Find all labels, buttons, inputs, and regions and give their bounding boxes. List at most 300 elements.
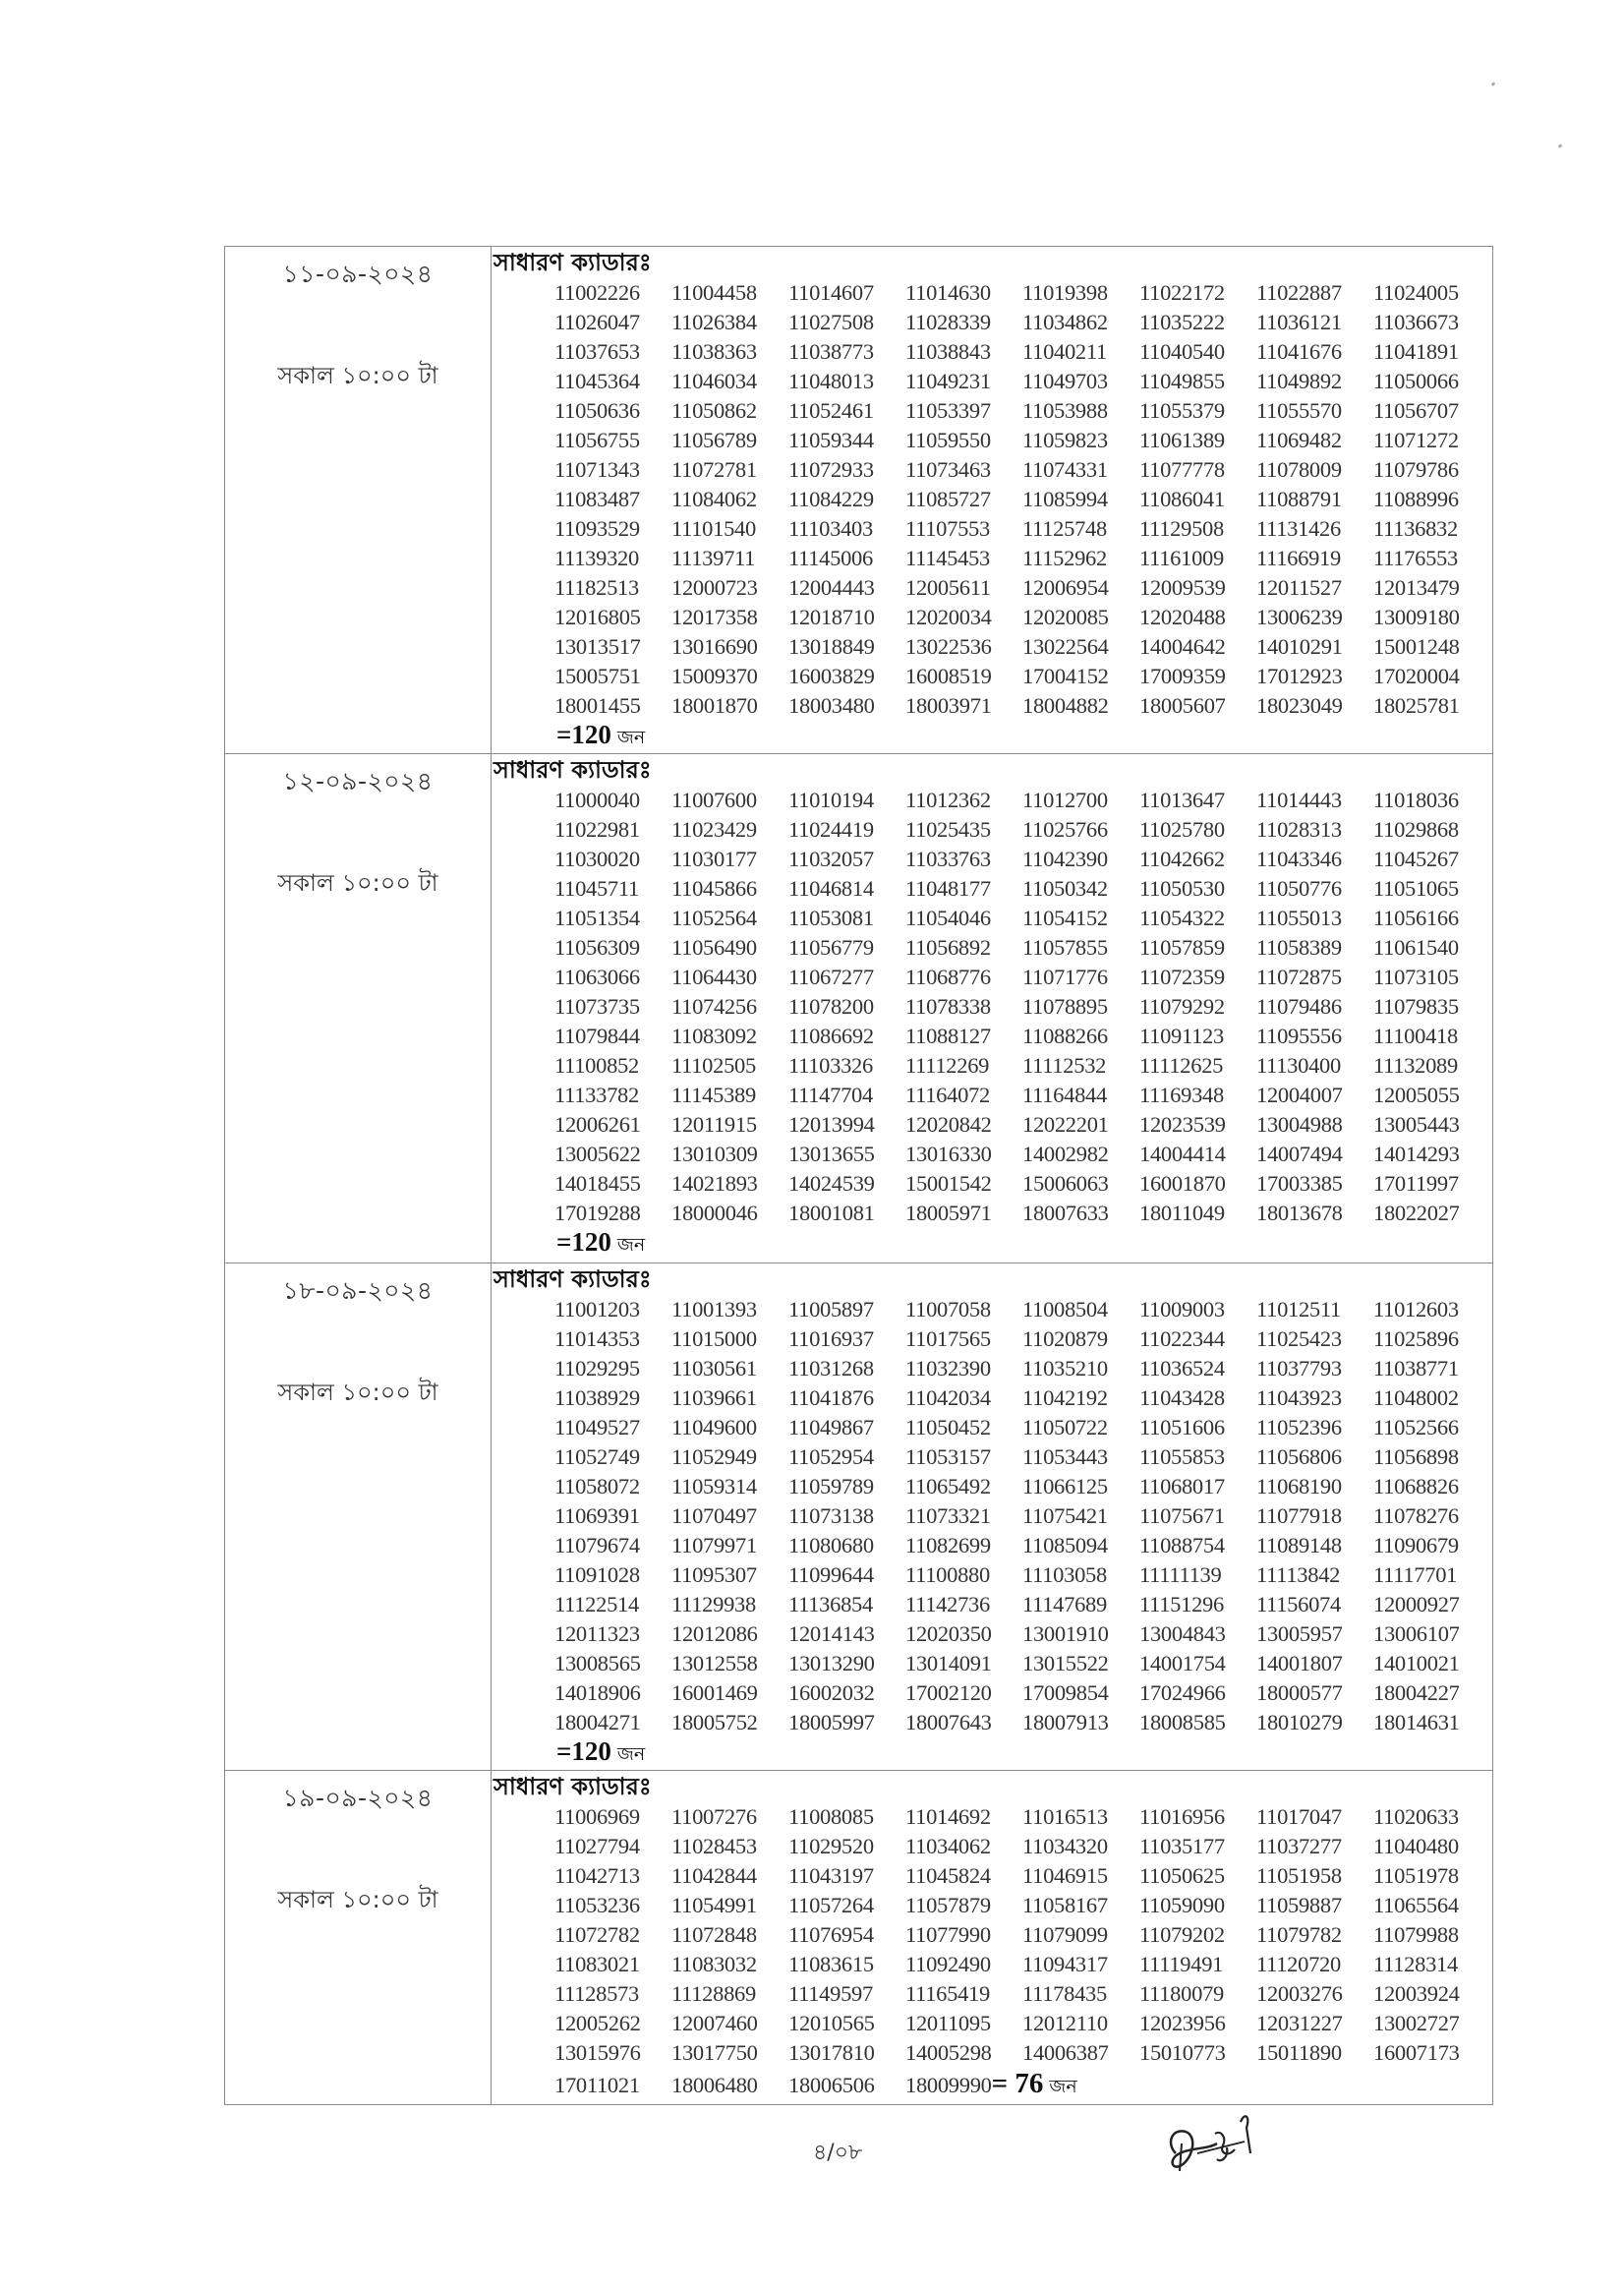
schedule-row [225, 1263, 1493, 1771]
roll-number: 11072782 [554, 1922, 640, 1947]
roll-number: 11027794 [554, 1834, 640, 1858]
roll-number: 11095556 [1256, 1024, 1342, 1048]
roll-number: 11050776 [1256, 876, 1342, 901]
cadre-heading: সাধারণ ক্যাডারঃ [493, 249, 652, 276]
roll-number: 11028339 [905, 310, 991, 334]
roll-number: 12004007 [1256, 1083, 1343, 1107]
roll-number: 11028313 [1256, 817, 1342, 842]
roll-number: 11059823 [1022, 428, 1108, 452]
roll-number: 14018906 [554, 1680, 641, 1705]
roll-number: 12020842 [905, 1112, 992, 1137]
roll-number: 12005611 [905, 575, 991, 600]
roll-number: 18007633 [1022, 1201, 1109, 1225]
roll-number: 15009370 [671, 664, 758, 688]
roll-number: 18006506 [788, 2073, 875, 2097]
total-unit: জন [1049, 2076, 1077, 2097]
roll-number: 11053081 [788, 906, 874, 930]
total-unit: জন [616, 1234, 646, 1256]
roll-number: 11164072 [905, 1083, 990, 1107]
roll-number: 11100418 [1373, 1024, 1458, 1048]
roll-number: 11136854 [788, 1592, 873, 1616]
roll-number: 17009854 [1022, 1680, 1109, 1705]
roll-number: 18007643 [905, 1710, 992, 1734]
roll-number: 11125748 [1022, 516, 1107, 541]
roll-number: 14010021 [1373, 1651, 1460, 1675]
roll-number: 17011997 [1373, 1171, 1459, 1196]
roll-number: 11056892 [905, 935, 991, 960]
roll-number: 11078009 [1256, 457, 1342, 482]
roll-number: 11025766 [1022, 817, 1108, 842]
roll-number: 13001910 [1022, 1621, 1109, 1646]
roll-number: 11028453 [671, 1834, 757, 1858]
roll-number: 11022344 [1139, 1326, 1225, 1351]
roll-number: 11049867 [788, 1415, 874, 1439]
roll-number: 11149597 [788, 1981, 873, 2006]
roll-number: 11010194 [788, 788, 874, 812]
roll-number: 11030020 [554, 847, 640, 871]
roll-number: 11005897 [788, 1297, 874, 1322]
roll-number: 11071272 [1373, 428, 1459, 452]
roll-number: 11027508 [788, 310, 874, 334]
roll-number: 11032057 [788, 847, 874, 871]
roll-number: 11079844 [554, 1024, 640, 1048]
roll-number: 11045267 [1373, 847, 1459, 871]
roll-number: 11079486 [1256, 994, 1342, 1019]
roll-number: 11050066 [1373, 369, 1459, 393]
roll-number: 11040211 [1022, 339, 1107, 364]
roll-number: 11054046 [905, 906, 991, 930]
roll-number: 11083092 [671, 1024, 757, 1048]
roll-number: 12012110 [1022, 2011, 1108, 2035]
roll-number: 11042390 [1022, 847, 1108, 871]
roll-number: 12016805 [554, 605, 641, 629]
roll-number: 11030177 [671, 847, 757, 871]
roll-number: 11040480 [1373, 1834, 1459, 1858]
roll-number: 11078276 [1373, 1503, 1459, 1528]
roll-number: 11145006 [788, 546, 873, 570]
roll-number: 11020633 [1373, 1804, 1459, 1829]
roll-number: 12017358 [671, 605, 758, 629]
roll-number: 11017047 [1256, 1804, 1342, 1829]
roll-number: 15001248 [1373, 634, 1460, 659]
roll-number: 12018710 [788, 605, 875, 629]
roll-number: 11037277 [1256, 1834, 1342, 1858]
roll-number: 11050862 [671, 398, 757, 423]
roll-number: 11049600 [671, 1415, 757, 1439]
roll-number: 11022172 [1139, 280, 1225, 305]
roll-number: 11031268 [788, 1356, 874, 1380]
roll-number: 11054322 [1139, 906, 1225, 930]
roll-number: 11069391 [554, 1503, 640, 1528]
roll-number: 11085994 [1022, 487, 1108, 511]
roll-number: 18023049 [1256, 693, 1343, 718]
roll-number: 11029295 [554, 1356, 640, 1380]
roll-number: 12000723 [671, 575, 758, 600]
roll-number: 11142736 [905, 1592, 990, 1616]
roll-number: 11083032 [671, 1952, 757, 1976]
section-total [492, 1228, 1492, 1261]
roll-number: 11035177 [1139, 1834, 1225, 1858]
roll-number: 11078895 [1022, 994, 1108, 1019]
roll-number: 11053397 [905, 398, 991, 423]
roll-number: 11079782 [1256, 1922, 1342, 1947]
roll-number: 16007173 [1373, 2040, 1460, 2065]
roll-number: 11051065 [1373, 876, 1459, 901]
roll-numbers-cell [492, 1771, 1493, 2105]
roll-number: 11090679 [1373, 1533, 1459, 1557]
roll-number: 11014443 [1256, 788, 1342, 812]
roll-number: 13014091 [905, 1651, 992, 1675]
roll-number: 18005752 [671, 1710, 758, 1734]
roll-number: 11037793 [1256, 1356, 1342, 1380]
roll-number: 11139320 [554, 546, 639, 570]
exam-time: সকাল ১০:০০ টা [277, 362, 438, 389]
roll-number: 11025435 [905, 817, 991, 842]
roll-number: 11017565 [905, 1326, 991, 1351]
roll-number: 11052564 [671, 906, 757, 930]
roll-number: 11099644 [788, 1562, 874, 1587]
roll-number: 11069482 [1256, 428, 1342, 452]
roll-number: 11000040 [554, 788, 640, 812]
roll-number: 11128573 [554, 1981, 639, 2006]
roll-number: 18009990 [905, 2073, 992, 2097]
roll-number: 11038929 [554, 1385, 640, 1410]
roll-number: 11152962 [1022, 546, 1107, 570]
roll-number: 11001393 [671, 1297, 757, 1322]
total-unit: জন [616, 1743, 646, 1765]
roll-number: 18004271 [554, 1710, 641, 1734]
roll-number: 15010773 [1139, 2040, 1226, 2065]
roll-number: 11052396 [1256, 1415, 1342, 1439]
roll-number: 11079835 [1373, 994, 1459, 1019]
roll-number: 11111139 [1139, 1562, 1222, 1587]
roll-number: 11072359 [1139, 965, 1225, 989]
roll-number: 11050722 [1022, 1415, 1108, 1439]
date-time-cell [225, 754, 492, 1263]
roll-number: 12005055 [1373, 1083, 1460, 1107]
roll-number: 12003276 [1256, 1981, 1343, 2006]
roll-number: 11133782 [554, 1083, 639, 1107]
roll-number: 13004843 [1139, 1621, 1226, 1646]
roll-number: 11033763 [905, 847, 991, 871]
roll-number: 18010279 [1256, 1710, 1343, 1734]
total-count: =120 [556, 720, 611, 749]
roll-number: 11018036 [1373, 788, 1459, 812]
roll-number: 16001469 [671, 1680, 758, 1705]
exam-date: ১৮-০৯-২০২৪ [282, 1276, 434, 1305]
roll-number: 11012603 [1373, 1297, 1459, 1322]
roll-number: 11035222 [1139, 310, 1225, 334]
roll-number: 11053236 [554, 1893, 640, 1917]
roll-number: 11055570 [1256, 398, 1342, 423]
exam-time: সকাল ১০:০০ টা [277, 869, 438, 897]
roll-number: 11107553 [905, 516, 990, 541]
roll-number: 11117701 [1373, 1562, 1458, 1587]
roll-number: 11050625 [1139, 1863, 1225, 1888]
roll-number: 11053157 [905, 1444, 991, 1469]
roll-number: 12003924 [1373, 1981, 1460, 2006]
roll-number: 11083487 [554, 487, 640, 511]
roll-number: 11088127 [905, 1024, 991, 1048]
roll-number: 11059550 [905, 428, 991, 452]
roll-number: 11164844 [1022, 1083, 1107, 1107]
roll-number: 11063066 [554, 965, 640, 989]
roll-number: 18008585 [1139, 1710, 1226, 1734]
roll-number: 13005957 [1256, 1621, 1343, 1646]
roll-number: 18001455 [554, 693, 641, 718]
cadre-heading: সাধারণ ক্যাডারঃ [493, 756, 652, 784]
roll-number: 12009539 [1139, 575, 1226, 600]
roll-number: 11052749 [554, 1444, 640, 1469]
roll-number: 11074256 [671, 994, 757, 1019]
roll-number: 11064430 [671, 965, 757, 989]
roll-number: 11057879 [905, 1893, 991, 1917]
roll-number: 14001807 [1256, 1651, 1343, 1675]
roll-number: 11103403 [788, 516, 873, 541]
roll-number: 11030561 [671, 1356, 757, 1380]
roll-number: 11091028 [554, 1562, 640, 1587]
roll-number: 11086041 [1139, 487, 1225, 511]
roll-number: 11038773 [788, 339, 874, 364]
roll-number: 11088754 [1139, 1533, 1225, 1557]
exam-time: সকাল ১০:০০ টা [277, 1886, 438, 1913]
roll-number: 11079971 [671, 1533, 757, 1557]
roll-number: 11048013 [788, 369, 874, 393]
roll-number: 12023539 [1139, 1112, 1226, 1137]
roll-number: 11056779 [788, 935, 874, 960]
roll-number: 11136832 [1373, 516, 1458, 541]
roll-number: 11046034 [671, 369, 757, 393]
roll-number: 11180079 [1139, 1981, 1224, 2006]
roll-number: 11067277 [788, 965, 874, 989]
roll-number: 11092490 [905, 1952, 991, 1976]
roll-number: 11043346 [1256, 847, 1342, 871]
roll-number: 12014143 [788, 1621, 875, 1646]
schedule-row [225, 1771, 1493, 2105]
roll-number: 11034062 [905, 1834, 991, 1858]
roll-number: 11016513 [1022, 1804, 1108, 1829]
roll-number: 13016330 [905, 1142, 992, 1166]
roll-number: 18003971 [905, 693, 992, 718]
roll-number: 11068017 [1139, 1474, 1225, 1498]
roll-number: 11036524 [1139, 1356, 1225, 1380]
roll-number: 18022027 [1373, 1201, 1460, 1225]
roll-number: 11045866 [671, 876, 757, 901]
roll-number: 11073105 [1373, 965, 1459, 989]
roll-number: 11051978 [1373, 1863, 1459, 1888]
roll-number: 12020488 [1139, 605, 1226, 629]
roll-number: 14005298 [905, 2040, 992, 2065]
roll-number: 11130400 [1256, 1053, 1341, 1078]
roll-number: 11068826 [1373, 1474, 1459, 1498]
roll-number: 11053988 [1022, 398, 1108, 423]
roll-number: 11012511 [1256, 1297, 1341, 1322]
roll-number: 11056806 [1256, 1444, 1342, 1469]
roll-number: 11128314 [1373, 1952, 1458, 1976]
roll-numbers-cell [492, 754, 1493, 1263]
roll-number: 11032390 [905, 1356, 991, 1380]
roll-number: 16001870 [1139, 1171, 1226, 1196]
exam-date: ১১-০৯-২০২৪ [282, 260, 434, 288]
roll-number: 18004882 [1022, 693, 1109, 718]
roll-number: 13012558 [671, 1651, 758, 1675]
roll-number-grid [492, 1802, 1492, 2068]
roll-number: 11122514 [554, 1592, 639, 1616]
roll-number: 13016690 [671, 634, 758, 659]
roll-number: 11059344 [788, 428, 874, 452]
roll-number: 11051958 [1256, 1863, 1342, 1888]
roll-numbers-cell [492, 1263, 1493, 1771]
roll-number: 12007460 [671, 2011, 758, 2035]
roll-number: 15001542 [905, 1171, 992, 1196]
roll-number: 14001754 [1139, 1651, 1226, 1675]
roll-number-last-line [492, 2068, 1492, 2104]
roll-number: 13005443 [1373, 1112, 1460, 1137]
scan-speck [1491, 82, 1496, 87]
roll-number: 11100880 [905, 1562, 990, 1587]
roll-number: 12011323 [554, 1621, 640, 1646]
roll-number: 18003480 [788, 693, 875, 718]
roll-number: 11049231 [905, 369, 991, 393]
roll-number: 11065492 [905, 1474, 991, 1498]
roll-number: 11049855 [1139, 369, 1225, 393]
roll-number: 11008504 [1022, 1297, 1108, 1322]
roll-number: 11147704 [788, 1083, 873, 1107]
roll-number: 11025896 [1373, 1326, 1459, 1351]
roll-number: 11058389 [1256, 935, 1342, 960]
roll-number: 12013994 [788, 1112, 875, 1137]
exam-time: সকাল ১০:০০ টা [277, 1379, 438, 1406]
roll-number: 17002120 [905, 1680, 992, 1705]
roll-number: 11013647 [1139, 788, 1225, 812]
roll-number: 11035210 [1022, 1356, 1108, 1380]
roll-number: 17003385 [1256, 1171, 1343, 1196]
roll-number: 11012362 [905, 788, 991, 812]
roll-number: 11072848 [671, 1922, 757, 1947]
roll-number: 11041891 [1373, 339, 1459, 364]
roll-number: 11022887 [1256, 280, 1342, 305]
roll-number: 15006063 [1022, 1171, 1109, 1196]
scan-speck [1558, 144, 1563, 148]
roll-number: 11073735 [554, 994, 640, 1019]
roll-number: 11034320 [1022, 1834, 1108, 1858]
roll-number: 11052949 [671, 1444, 757, 1469]
roll-number: 11024005 [1373, 280, 1459, 305]
roll-number: 11077990 [905, 1922, 991, 1947]
roll-number: 12006954 [1022, 575, 1109, 600]
roll-number: 14021893 [671, 1171, 758, 1196]
roll-number: 12004443 [788, 575, 875, 600]
roll-number: 11014353 [554, 1326, 640, 1351]
roll-number: 12013479 [1373, 575, 1460, 600]
roll-number-grid [492, 1295, 1492, 1737]
roll-number: 11020879 [1022, 1326, 1108, 1351]
roll-number: 12010565 [788, 2011, 875, 2035]
roll-number: 11079099 [1022, 1922, 1108, 1947]
roll-number: 18000577 [1256, 1680, 1343, 1705]
roll-number: 12006261 [554, 1112, 641, 1137]
roll-number: 11086692 [788, 1024, 874, 1048]
roll-number: 11093529 [554, 516, 640, 541]
roll-number: 11079292 [1139, 994, 1225, 1019]
roll-number: 11145389 [671, 1083, 756, 1107]
roll-number: 11024419 [788, 817, 874, 842]
roll-number: 11009003 [1139, 1297, 1225, 1322]
total-count: =120 [556, 1736, 611, 1766]
roll-number: 11043428 [1139, 1385, 1225, 1410]
roll-number: 11088791 [1256, 487, 1342, 511]
roll-number: 11112625 [1139, 1053, 1224, 1078]
roll-number: 11082699 [905, 1533, 991, 1557]
roll-number: 11131426 [1256, 516, 1341, 541]
roll-number: 14024539 [788, 1171, 875, 1196]
roll-number: 11147689 [1022, 1592, 1107, 1616]
total-unit: জন [616, 727, 646, 748]
roll-number: 11045711 [554, 876, 639, 901]
roll-number: 12020034 [905, 605, 992, 629]
signature-icon [1158, 2114, 1276, 2193]
roll-number: 11165419 [905, 1981, 990, 2006]
roll-number: 11016937 [788, 1326, 874, 1351]
roll-number: 11119491 [1139, 1952, 1224, 1976]
roll-number: 11023429 [671, 817, 757, 842]
roll-number: 11007600 [671, 788, 757, 812]
roll-number: 11151296 [1139, 1592, 1224, 1616]
roll-number: 11139711 [671, 546, 756, 570]
roll-number: 18005971 [905, 1201, 992, 1225]
roll-number: 11040540 [1139, 339, 1225, 364]
roll-number: 11071776 [1022, 965, 1108, 989]
roll-number: 11050452 [905, 1415, 991, 1439]
date-time-cell [225, 1771, 492, 2105]
roll-number: 11078338 [905, 994, 991, 1019]
roll-number: 12011095 [905, 2011, 991, 2035]
roll-number: 11007058 [905, 1297, 991, 1322]
roll-number: 11068190 [1256, 1474, 1342, 1498]
roll-number: 11043923 [1256, 1385, 1342, 1410]
roll-number: 11052566 [1373, 1415, 1459, 1439]
roll-number: 18001870 [671, 693, 758, 718]
roll-number: 11103058 [1022, 1562, 1107, 1587]
roll-number: 11112269 [905, 1053, 990, 1078]
roll-number: 11057855 [1022, 935, 1108, 960]
roll-number: 11055013 [1256, 906, 1342, 930]
section-total [492, 721, 1492, 753]
roll-number: 11132089 [1373, 1053, 1458, 1078]
roll-number: 11129508 [1139, 516, 1224, 541]
roll-number: 11156074 [1256, 1592, 1341, 1616]
roll-number: 11049703 [1022, 369, 1108, 393]
roll-number: 18025781 [1373, 693, 1460, 718]
roll-number: 11085094 [1022, 1533, 1108, 1557]
roll-number: 12011915 [671, 1112, 757, 1137]
roll-number: 11056490 [671, 935, 757, 960]
roll-number: 11059090 [1139, 1893, 1225, 1917]
roll-number: 16003829 [788, 664, 875, 688]
roll-number: 11079988 [1373, 1922, 1459, 1947]
roll-number: 11056755 [554, 428, 640, 452]
roll-number: 11073321 [905, 1503, 991, 1528]
roll-number-grid [492, 786, 1492, 1228]
roll-number: 11048002 [1373, 1385, 1459, 1410]
roll-number: 11051606 [1139, 1415, 1225, 1439]
roll-number: 11076954 [788, 1922, 874, 1947]
roll-number: 11025423 [1256, 1326, 1342, 1351]
roll-number: 11095307 [671, 1562, 757, 1587]
roll-number: 11026047 [554, 310, 640, 334]
roll-number: 11079202 [1139, 1922, 1225, 1947]
roll-number: 11145453 [905, 546, 990, 570]
